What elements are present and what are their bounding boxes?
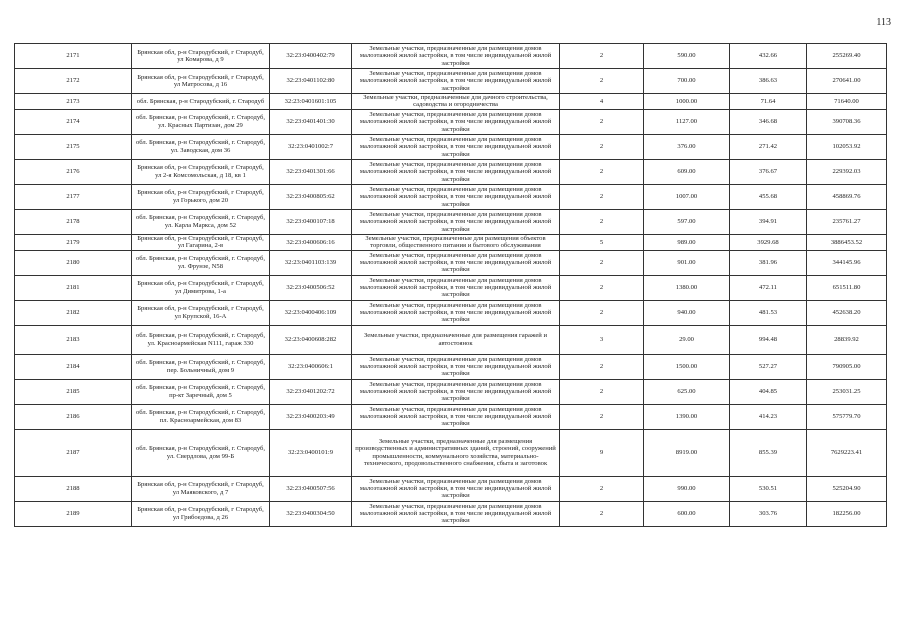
cadastral-value-cell: 575779.70 [807, 404, 887, 429]
cadastral-value-cell: 390708.36 [807, 109, 887, 134]
group-code-cell: 2 [560, 300, 644, 325]
address-cell: Брянская обл, р-н Стародубский, г Стародуб, ул 2-я Комсомольская, д 18, кв 1 [132, 159, 270, 184]
group-code-cell: 2 [560, 44, 644, 69]
group-code-cell: 2 [560, 275, 644, 300]
cadastral-number-cell: 32:23:0400101:9 [270, 429, 352, 476]
row-number-cell: 2183 [15, 325, 132, 354]
group-code-cell: 2 [560, 159, 644, 184]
area-cell: 600.00 [644, 501, 730, 526]
area-cell: 1500.00 [644, 354, 730, 379]
row-number-cell: 2189 [15, 501, 132, 526]
table-row [15, 234, 887, 250]
cadastral-number-cell: 32:23:0400402:79 [270, 44, 352, 69]
cadastral-value-cell: 71640.00 [807, 94, 887, 110]
address-cell: обл. Брянская, р-н Стародубский, г. Стародуб, пер. Больничный, дом 9 [132, 354, 270, 379]
cadastral-value-cell: 253031.25 [807, 379, 887, 404]
land-use-cell: Земельные участки, предназначенные для размещения объектов торговли, общественного питания и бытового обслуживания [352, 234, 560, 250]
row-number-cell: 2176 [15, 159, 132, 184]
specific-value-cell: 394.91 [730, 209, 807, 234]
area-cell: 609.00 [644, 159, 730, 184]
land-use-cell: Земельные участки, предназначенные для размещения домов малоэтажной жилой застройки, в том числе индивидуальной жилой застройки [352, 476, 560, 501]
specific-value-cell: 271.42 [730, 134, 807, 159]
group-code-cell: 2 [560, 404, 644, 429]
row-number-cell: 2175 [15, 134, 132, 159]
table-row [15, 134, 887, 159]
area-cell: 989.00 [644, 234, 730, 250]
group-code-cell: 9 [560, 429, 644, 476]
cadastral-value-cell: 452638.20 [807, 300, 887, 325]
address-cell: Брянская обл, р-н Стародубский, г Стародуб, ул Комарова, д 9 [132, 44, 270, 69]
area-cell: 901.00 [644, 250, 730, 275]
area-cell: 8919.00 [644, 429, 730, 476]
cadastral-value-cell: 3886453.52 [807, 234, 887, 250]
cadastral-value-cell: 255269.40 [807, 44, 887, 69]
specific-value-cell: 71.64 [730, 94, 807, 110]
group-code-cell: 2 [560, 379, 644, 404]
group-code-cell: 5 [560, 234, 644, 250]
cadastral-value-cell: 235761.27 [807, 209, 887, 234]
group-code-cell: 2 [560, 109, 644, 134]
group-code-cell: 3 [560, 325, 644, 354]
table-row [15, 379, 887, 404]
area-cell: 1127.00 [644, 109, 730, 134]
row-number-cell: 2171 [15, 44, 132, 69]
cadastral-number-cell: 32:23:0400805:62 [270, 184, 352, 209]
group-code-cell: 2 [560, 209, 644, 234]
cadastral-value-cell: 229392.03 [807, 159, 887, 184]
table-row [15, 275, 887, 300]
row-number-cell: 2184 [15, 354, 132, 379]
address-cell: Брянская обл, р-н Стародубский, г Стародуб, ул Горького, дом 20 [132, 184, 270, 209]
table-row [15, 501, 887, 526]
land-use-cell: Земельные участки, предназначенные для размещения домов малоэтажной жилой застройки, в том числе индивидуальной жилой застройки [352, 300, 560, 325]
specific-value-cell: 481.53 [730, 300, 807, 325]
row-number-cell: 2182 [15, 300, 132, 325]
area-cell: 990.00 [644, 476, 730, 501]
table-row [15, 159, 887, 184]
cadastral-value-cell: 270641.00 [807, 69, 887, 94]
land-use-cell: Земельные участки, предназначенные для размещения гаражей и автостоянок [352, 325, 560, 354]
row-number-cell: 2180 [15, 250, 132, 275]
area-cell: 597.00 [644, 209, 730, 234]
area-cell: 625.00 [644, 379, 730, 404]
address-cell: обл. Брянская, р-н Стародубский, г. Стародуб, ул. Заводская, дом 36 [132, 134, 270, 159]
table-row [15, 44, 887, 69]
table-row [15, 429, 887, 476]
land-use-cell: Земельные участки, предназначенные для размещения домов малоэтажной жилой застройки, в том числе индивидуальной жилой застройки [352, 501, 560, 526]
row-number-cell: 2178 [15, 209, 132, 234]
cadastral-value-cell: 344145.96 [807, 250, 887, 275]
specific-value-cell: 346.68 [730, 109, 807, 134]
address-cell: Брянская обл, р-н Стародубский, г Стародуб, ул Грибоедова, д 26 [132, 501, 270, 526]
address-cell: обл. Брянская, р-н Стародубский, г. Стародуб, пр-кт Заречный, дом 5 [132, 379, 270, 404]
table-row [15, 354, 887, 379]
cadastral-value-cell: 790905.00 [807, 354, 887, 379]
land-use-cell: Земельные участки, предназначенные для размещения домов малоэтажной жилой застройки, в том числе индивидуальной жилой застройки [352, 184, 560, 209]
specific-value-cell: 376.67 [730, 159, 807, 184]
land-use-cell: Земельные участки, предназначенные для размещения домов малоэтажной жилой застройки, в том числе индивидуальной жилой застройки [352, 404, 560, 429]
table-row [15, 109, 887, 134]
specific-value-cell: 404.85 [730, 379, 807, 404]
address-cell: Брянская обл, р-н Стародубский, г Стародуб, ул Матросова, д 16 [132, 69, 270, 94]
specific-value-cell: 432.66 [730, 44, 807, 69]
cadastral-number-cell: 32:23:0400107:18 [270, 209, 352, 234]
area-cell: 1007.00 [644, 184, 730, 209]
land-use-cell: Земельные участки, предназначенные для размещения домов малоэтажной жилой застройки, в том числе индивидуальной жилой застройки [352, 250, 560, 275]
specific-value-cell: 855.39 [730, 429, 807, 476]
cadastral-value-table [14, 43, 887, 527]
cadastral-number-cell: 32:23:0401103:139 [270, 250, 352, 275]
table-row [15, 209, 887, 234]
specific-value-cell: 386.63 [730, 69, 807, 94]
address-cell: Брянская обл, р-н Стародубский, г Стародуб, ул Димитрова, 1-а [132, 275, 270, 300]
land-use-cell: Земельные участки, предназначенные для дачного строительства, садоводства и огородничества [352, 94, 560, 110]
specific-value-cell: 303.76 [730, 501, 807, 526]
cadastral-number-cell: 32:23:0400606:1 [270, 354, 352, 379]
cadastral-value-cell: 182256.00 [807, 501, 887, 526]
row-number-cell: 2174 [15, 109, 132, 134]
specific-value-cell: 3929.68 [730, 234, 807, 250]
area-cell: 590.00 [644, 44, 730, 69]
row-number-cell: 2187 [15, 429, 132, 476]
cadastral-number-cell: 32:23:0401301:66 [270, 159, 352, 184]
address-cell: Брянская обл, р-н Стародубский, г Стародуб, ул Гагарина, 2-в [132, 234, 270, 250]
group-code-cell: 2 [560, 476, 644, 501]
group-code-cell: 2 [560, 134, 644, 159]
address-cell: Брянская обл, р-н Стародубский, г Стародуб, ул Крупской, 16-А [132, 300, 270, 325]
table-row [15, 184, 887, 209]
table-row [15, 250, 887, 275]
area-cell: 940.00 [644, 300, 730, 325]
row-number-cell: 2181 [15, 275, 132, 300]
cadastral-number-cell: 32:23:0400304:50 [270, 501, 352, 526]
group-code-cell: 2 [560, 354, 644, 379]
row-number-cell: 2185 [15, 379, 132, 404]
address-cell: обл. Брянская, р-н Стародубский, г. Стародуб, ул. Красноармейская N111, гараж 330 [132, 325, 270, 354]
area-cell: 1390.00 [644, 404, 730, 429]
row-number-cell: 2186 [15, 404, 132, 429]
land-use-cell: Земельные участки, предназначенные для размещения производственных и административных зданий, строений, сооружений промышленности, коммунального хозяйства, материально-технического, продовольственного снабжения, сбыта и заготовок [352, 429, 560, 476]
table-row [15, 404, 887, 429]
area-cell: 700.00 [644, 69, 730, 94]
address-cell: обл. Брянская, р-н Стародубский, г. Стародуб, ул. Карла Маркса, дом 52 [132, 209, 270, 234]
land-use-cell: Земельные участки, предназначенные для размещения домов малоэтажной жилой застройки, в том числе индивидуальной жилой застройки [352, 134, 560, 159]
specific-value-cell: 455.68 [730, 184, 807, 209]
land-use-cell: Земельные участки, предназначенные для размещения домов малоэтажной жилой застройки, в том числе индивидуальной жилой застройки [352, 379, 560, 404]
table-row [15, 300, 887, 325]
specific-value-cell: 530.51 [730, 476, 807, 501]
address-cell: обл. Брянская, р-н Стародубский, г. Стародуб, ул. Красных Партизан, дом 29 [132, 109, 270, 134]
address-cell: обл. Брянская, р-н Стародубский, г. Стародуб, пл. Красноармейская, дом 83 [132, 404, 270, 429]
table-row [15, 325, 887, 354]
specific-value-cell: 414.23 [730, 404, 807, 429]
table-row [15, 69, 887, 94]
row-number-cell: 2173 [15, 94, 132, 110]
specific-value-cell: 381.96 [730, 250, 807, 275]
address-cell: обл. Брянская, р-н Стародубский, г. Стародуб, ул. Свердлова, дом 99-Б [132, 429, 270, 476]
land-use-cell: Земельные участки, предназначенные для размещения домов малоэтажной жилой застройки, в том числе индивидуальной жилой застройки [352, 69, 560, 94]
land-use-cell: Земельные участки, предназначенные для размещения домов малоэтажной жилой застройки, в том числе индивидуальной жилой застройки [352, 44, 560, 69]
specific-value-cell: 994.48 [730, 325, 807, 354]
cadastral-value-cell: 28839.92 [807, 325, 887, 354]
land-use-cell: Земельные участки, предназначенные для размещения домов малоэтажной жилой застройки, в том числе индивидуальной жилой застройки [352, 159, 560, 184]
specific-value-cell: 527.27 [730, 354, 807, 379]
group-code-cell: 2 [560, 501, 644, 526]
table-row [15, 476, 887, 501]
area-cell: 376.00 [644, 134, 730, 159]
cadastral-number-cell: 32:23:0401601:105 [270, 94, 352, 110]
land-use-cell: Земельные участки, предназначенные для размещения домов малоэтажной жилой застройки, в том числе индивидуальной жилой застройки [352, 275, 560, 300]
land-use-cell: Земельные участки, предназначенные для размещения домов малоэтажной жилой застройки, в том числе индивидуальной жилой застройки [352, 354, 560, 379]
cadastral-number-cell: 32:23:0400406:109 [270, 300, 352, 325]
cadastral-number-cell: 32:23:0400606:16 [270, 234, 352, 250]
area-cell: 1000.00 [644, 94, 730, 110]
cadastral-number-cell: 32:23:0400608:282 [270, 325, 352, 354]
cadastral-value-cell: 525204.90 [807, 476, 887, 501]
cadastral-number-cell: 32:23:0401102:80 [270, 69, 352, 94]
cadastral-number-cell: 32:23:0400203:49 [270, 404, 352, 429]
cadastral-number-cell: 32:23:0400506:52 [270, 275, 352, 300]
address-cell: обл. Брянская, р-н Стародубский, г. Стародуб, ул. Фрунзе, N58 [132, 250, 270, 275]
land-use-cell: Земельные участки, предназначенные для размещения домов малоэтажной жилой застройки, в том числе индивидуальной жилой застройки [352, 109, 560, 134]
row-number-cell: 2188 [15, 476, 132, 501]
area-cell: 1380.00 [644, 275, 730, 300]
group-code-cell: 4 [560, 94, 644, 110]
group-code-cell: 2 [560, 184, 644, 209]
cadastral-number-cell: 32:23:0401202:72 [270, 379, 352, 404]
address-cell: Брянская обл, р-н Стародубский, г Стародуб, ул Маяковского, д 7 [132, 476, 270, 501]
cadastral-value-cell: 651511.80 [807, 275, 887, 300]
cadastral-value-cell: 458869.76 [807, 184, 887, 209]
cadastral-number-cell: 32:23:0401002:7 [270, 134, 352, 159]
land-use-cell: Земельные участки, предназначенные для размещения домов малоэтажной жилой застройки, в том числе индивидуальной жилой застройки [352, 209, 560, 234]
row-number-cell: 2172 [15, 69, 132, 94]
group-code-cell: 2 [560, 69, 644, 94]
group-code-cell: 2 [560, 250, 644, 275]
row-number-cell: 2177 [15, 184, 132, 209]
specific-value-cell: 472.11 [730, 275, 807, 300]
row-number-cell: 2179 [15, 234, 132, 250]
cadastral-number-cell: 32:23:0400507:56 [270, 476, 352, 501]
address-cell: обл. Брянская, р-н Стародубский, г. Стародуб [132, 94, 270, 110]
area-cell: 29.00 [644, 325, 730, 354]
cadastral-value-cell: 7629223.41 [807, 429, 887, 476]
cadastral-number-cell: 32:23:0401401:30 [270, 109, 352, 134]
page-number: 113 [876, 17, 891, 28]
cadastral-value-cell: 102053.92 [807, 134, 887, 159]
table-row [15, 94, 887, 110]
